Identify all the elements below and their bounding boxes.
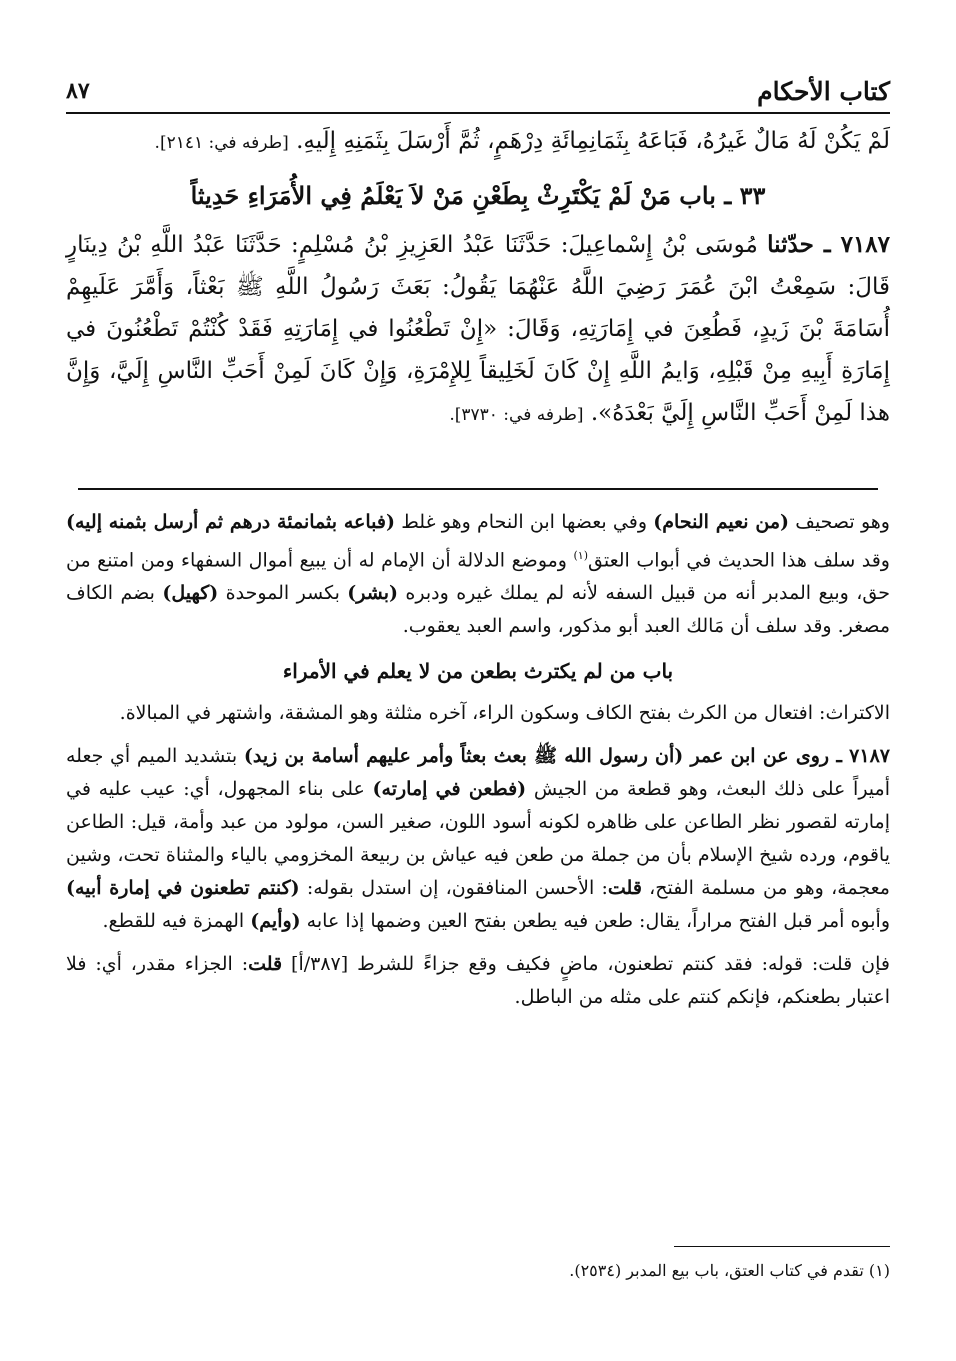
commentary-quote: (من نعيم النحام) [653, 511, 790, 533]
commentary-quote: قلت [607, 877, 642, 900]
commentary-quote: (بشر) [347, 582, 398, 605]
commentary-text: فإن قلت: قوله: فقد كنتم تطعنون، ماضٍ فكيف وقع جزاءً للشرط [٣٨٧/أ] [282, 953, 890, 976]
commentary-text: بتشديد الميم أي جعله أميراً على ذلك البعث، وهو قطعة من الجيش [66, 745, 890, 801]
chapter-title: ٣٣ ـ باب مَنْ لَمْ يَكْتَرِثْ بِطَعْنِ مَنْ لاَ يَعْلَمُ فِي الأُمَرَاءِ حَدِيثاً [190, 181, 766, 210]
running-header [66, 62, 890, 114]
commentary-text: وفي بعضها ابن النحام وهو غلط [395, 511, 654, 533]
continuation-text: لَمْ يَكُنْ لَهُ مَالٌ غَيرُهُ، فَبَاعَهُ بِثَمَانِمِائَةِ دِرْهَمٍ، ثُمَّ أَرْسَلَ بِثَمَنِهِ إِلَيهِ. [296, 128, 890, 154]
commentary-quote: ٧١٨٧ ـ روى عن ابن عمر (أن رسول الله ﷺ بعث بعثاً وأمر عليهم أسامة بن زيد) [243, 745, 890, 768]
commentary-paragraph-3 [66, 740, 890, 938]
commentary-text: وأبوه أمر قبل الفتح مراراً، يقال: طعن فيه يطعن بفتح العين وضمها إذا عابه [300, 910, 890, 933]
continuation-paragraph [66, 120, 890, 164]
commentary-text: بكسر الموحدة [218, 582, 348, 605]
continuation-reference: [طرفه في: ٢١٤١]. [154, 133, 289, 153]
page-number: ٨٧ [66, 78, 90, 104]
commentary-paragraph-1 [66, 506, 890, 643]
footnote: (١) تقدم في كتاب العتق، باب بيع المدبر (٢٥٣٤). [569, 1261, 890, 1280]
hadith-text-block [66, 120, 890, 436]
commentary-block [66, 506, 890, 1014]
commentary-chapter-title: باب من لم يكترث بطعن من لا يعلم في الأمراء [282, 659, 674, 684]
commentary-text: بضم الكاف مصغر. وقد سلف أن مَالك العبد أبو مذكور، واسم العبد يعقوب. [66, 582, 890, 638]
commentary-text: الهمزة فيه للقطع. [102, 910, 251, 933]
commentary-text: وهو تصحيف [789, 511, 890, 533]
commentary-quote: (كنتم تطعنون في إمارة أبيه) [66, 877, 300, 900]
commentary-quote: (فطعن في إمارته) [372, 778, 527, 801]
commentary-text: وموضع الدلالة أن الإمام له أن يبيع أموال السفهاء ومن امتنع من حق، وبيع المدبر أنه من قبيل السفه لأنه لم يملك غيره ودبره [66, 549, 890, 605]
commentary-text: وقد سلف هذا الحديث في أبواب العتق [588, 549, 890, 572]
commentary-text: على بناء المجهول، أي: عيب عليه في إمارته لقصور نظر الطاعن على ظاهره لكونه أسود اللون، صغير السن، مولود من عبد وأمة، قيل: الطاعن ياقوم، ورده شيخ الإسلام بأن من جملة من طعن فيه عياش بن ربيعة المخزومي بالياء والمثناة تحت، وشين معجمة، وهو من مسلمة الفتح، [66, 778, 890, 900]
commentary-text: : الأحسن المنافقون، إن استدل بقوله: [299, 877, 608, 900]
footnote-marker: (١) [573, 549, 589, 562]
commentary-paragraph-4 [66, 948, 890, 1014]
book-title: كتاب الأحكام [757, 77, 890, 106]
hadith-number: ٧١٨٧ ـ حدّثنا [767, 231, 891, 258]
commentary-quote: (وأيم) [250, 910, 301, 933]
commentary-quote: قلت [248, 953, 283, 976]
section-divider [78, 488, 878, 490]
hadith-body: مُوسَى بْنُ إِسْماعِيلَ: حَدَّثَنَا عَبْدُ العَزِيزِ بْنُ مُسْلِمٍ: حَدَّثَنَا عَبْدُ اللَّهِ بْنُ دِينَارٍ قَالَ: سَمِعْتُ ابْنَ عُمَرَ رَضِيَ اللَّهُ عَنْهُمَا يَقُولُ: بَعَثَ رَسُولُ اللَّهِ ﷺ بَعْثاً، وَأَمَّرَ عَلَيهِمْ أُسَامَةَ بْنَ زَيدٍ، فَطُعِنَ في إِمَارَتِهِ، وَقَالَ: «إِنْ تَطْعُنُوا في إِمَارَتِهِ فَقَدْ كُنْتُمْ تَطْعُنُونَ في إِمَارَةِ أَبِيهِ مِنْ قَبْلِهِ، وَايمُ اللَّهِ إِنْ كَانَ لَخَلِيقاً لِلإِمْرَةِ، وَإِنْ كَانَ لَمِنْ أَحَبِّ النَّاسِ إِلَيَّ، وَإِنَّ هذا لَمِنْ أَحَبِّ النَّاسِ إِلَيَّ بَعْدَهُ». [66, 232, 890, 426]
commentary-text: : الجزاء مقدر، أي: فلا اعتبار بطعنكم، فإنكم كنتم على مثله من الباطل. [66, 953, 890, 1009]
footnote-separator [674, 1246, 890, 1247]
hadith-reference: [طرفه في: ٣٧٣٠]. [449, 405, 584, 425]
commentary-paragraph-2: الاكتراث: افتعال من الكرث بفتح الكاف وسكون الراء، آخره مثلثة وهو المشقة، واشتهر في المبالاة. [119, 702, 890, 725]
hadith-paragraph [66, 224, 890, 436]
commentary-quote: (فباعه بثمانمئة درهم ثم أرسل بثمنه إليه) [66, 511, 395, 533]
commentary-quote: (كهيل) [162, 582, 219, 605]
